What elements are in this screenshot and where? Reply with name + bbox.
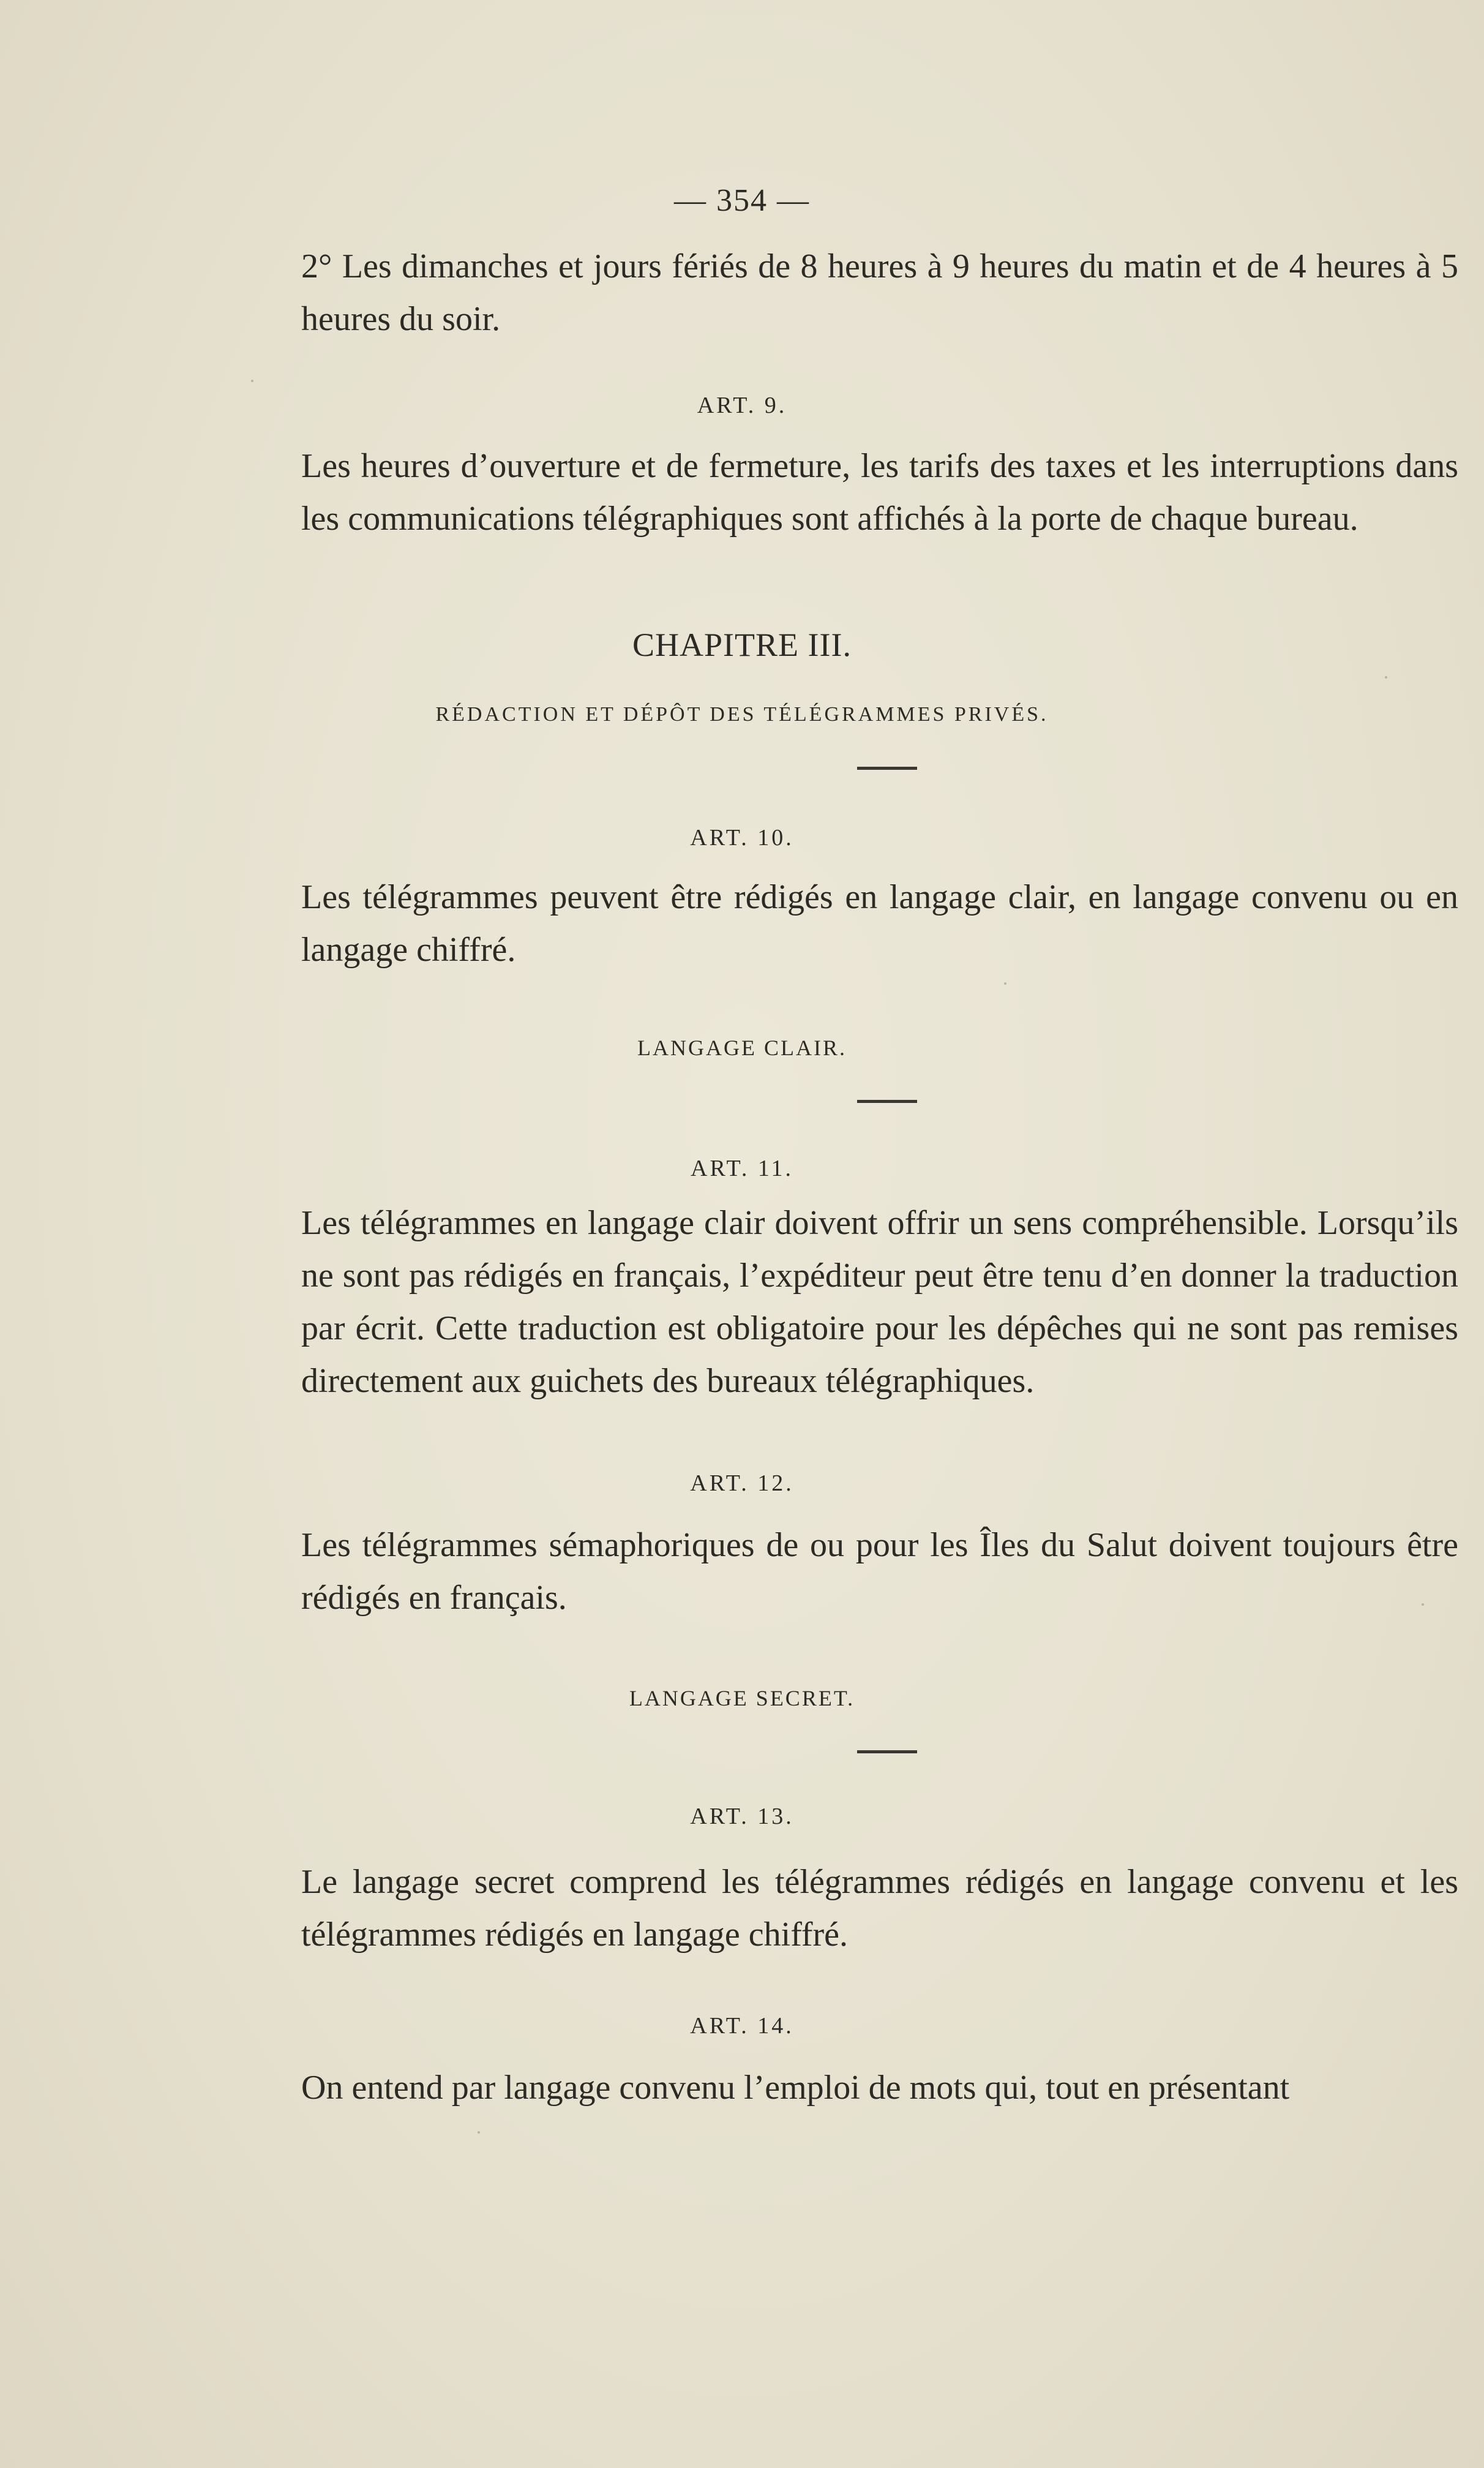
chapter-title: CHAPITRE III. [632,626,852,663]
article-heading-11: ART. 11. [691,1156,793,1181]
paragraph-hours-sunday: 2° Les dimanches et jours fériés de 8 heures à 9 heures du matin et de 4 heures à 5 heures du soir. [301,247,1458,338]
paragraph-article-13: Le langage secret comprend les télégrammes rédigés en langage convenu et les télégrammes rédigés en langage chiffré. [301,1863,1458,1954]
article-heading-13: ART. 13. [690,1804,794,1829]
paper-speck [251,380,253,382]
paragraph-article-10: Les télégrammes peuvent être rédigés en langage clair, en langage convenu ou en langage chiffré. [301,878,1458,969]
chapter-subtitle: RÉDACTION ET DÉPÔT DES TÉLÉGRAMMES PRIVÉS. [435,703,1049,726]
article-heading-14: ART. 14. [690,2013,794,2039]
article-heading-12: ART. 12. [690,1470,794,1496]
paper-speck [478,2131,480,2134]
paragraph-article-14: On entend par langage convenu l’emploi de mots qui, tout en présentant [301,2069,1290,2107]
article-heading-10: ART. 10. [690,825,794,851]
chapter-rule [857,767,917,770]
page-number: — 354 — [674,183,810,218]
paragraph-article-12: Les télégrammes sémaphoriques de ou pour les Îles du Salut doivent toujours être rédigés en français. [301,1526,1458,1617]
section-title-langage-secret: LANGAGE SECRET. [629,1686,855,1710]
paper-speck [1385,676,1387,679]
paragraph-article-9: Les heures d’ouverture et de fermeture, les tarifs des taxes et les interruptions dans les communications télégraphiques sont affichés à la porte de chaque bureau. [301,447,1458,538]
article-heading-9: ART. 9. [697,393,787,418]
paper-speck [1422,1603,1424,1606]
paragraph-article-11: Les télégrammes en langage clair doivent offrir un sens compréhensible. Lorsqu’ils ne sont pas rédigés en français, l’expéditeur peut être tenu d’en donner la traduction par écrit. Cette traduction est obligatoire pour les dépêches qui ne sont pas remises directement aux guichets des bureaux télégraphiques. [301,1204,1458,1400]
section-rule-clair [857,1100,917,1103]
section-rule-secret [857,1750,917,1753]
section-title-langage-clair: LANGAGE CLAIR. [637,1036,847,1060]
paper-speck [1004,982,1006,985]
